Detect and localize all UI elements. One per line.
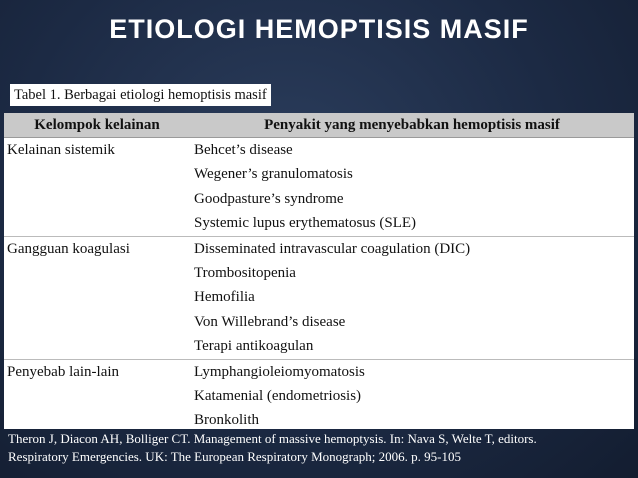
- disease-item: Wegener’s granulomatosis: [194, 166, 353, 183]
- disease-item: Goodpasture’s syndrome: [194, 190, 344, 207]
- disease-list: [194, 138, 634, 236]
- disease-item: Hemofilia: [194, 289, 255, 306]
- table-caption: Tabel 1. Berbagai etiologi hemoptisis masif: [10, 84, 271, 106]
- category-cell: Gangguan koagulasi: [7, 240, 130, 257]
- table-row-group: [4, 138, 634, 236]
- table-row-group: [4, 359, 634, 433]
- slide-title: ETIOLOGI HEMOPTISIS MASIF: [109, 14, 529, 44]
- disease-item: Systemic lupus erythematosus (SLE): [194, 215, 417, 232]
- disease-item: Disseminated intravascular coagulation (DIC): [194, 240, 471, 257]
- table-header-row: [4, 113, 634, 138]
- table-row-group: [4, 236, 634, 359]
- disease-list: [194, 360, 634, 433]
- reference-line: Theron J, Diacon AH, Bolliger CT. Management of massive hemoptysis. In: Nava S, Welte T, editors.: [8, 431, 537, 446]
- disease-item: Terapi antikoagulan: [194, 338, 314, 355]
- disease-item: Lymphangioleiomyomatosis: [194, 363, 365, 380]
- reference-line: Respiratory Emergencies. UK: The European Respiratory Monograph; 2006. p. 95-105: [8, 449, 461, 464]
- table-body: [4, 138, 634, 433]
- etiology-table: [4, 113, 634, 429]
- disease-item: Behcet’s disease: [194, 142, 293, 158]
- header-diseases: Penyakit yang menyebabkan hemoptisis masif: [264, 117, 560, 133]
- disease-item: Katamenial (endometriosis): [194, 388, 362, 405]
- reference-citation: [8, 430, 628, 466]
- disease-item: Trombositopenia: [194, 265, 296, 282]
- category-cell: Penyebab lain-lain: [7, 363, 120, 380]
- header-category: Kelompok kelainan: [34, 117, 160, 133]
- category-cell: Kelainan sistemik: [7, 142, 115, 158]
- disease-list: [194, 237, 634, 359]
- disease-item: Von Willebrand’s disease: [194, 313, 346, 330]
- disease-item: Bronkolith: [194, 412, 260, 429]
